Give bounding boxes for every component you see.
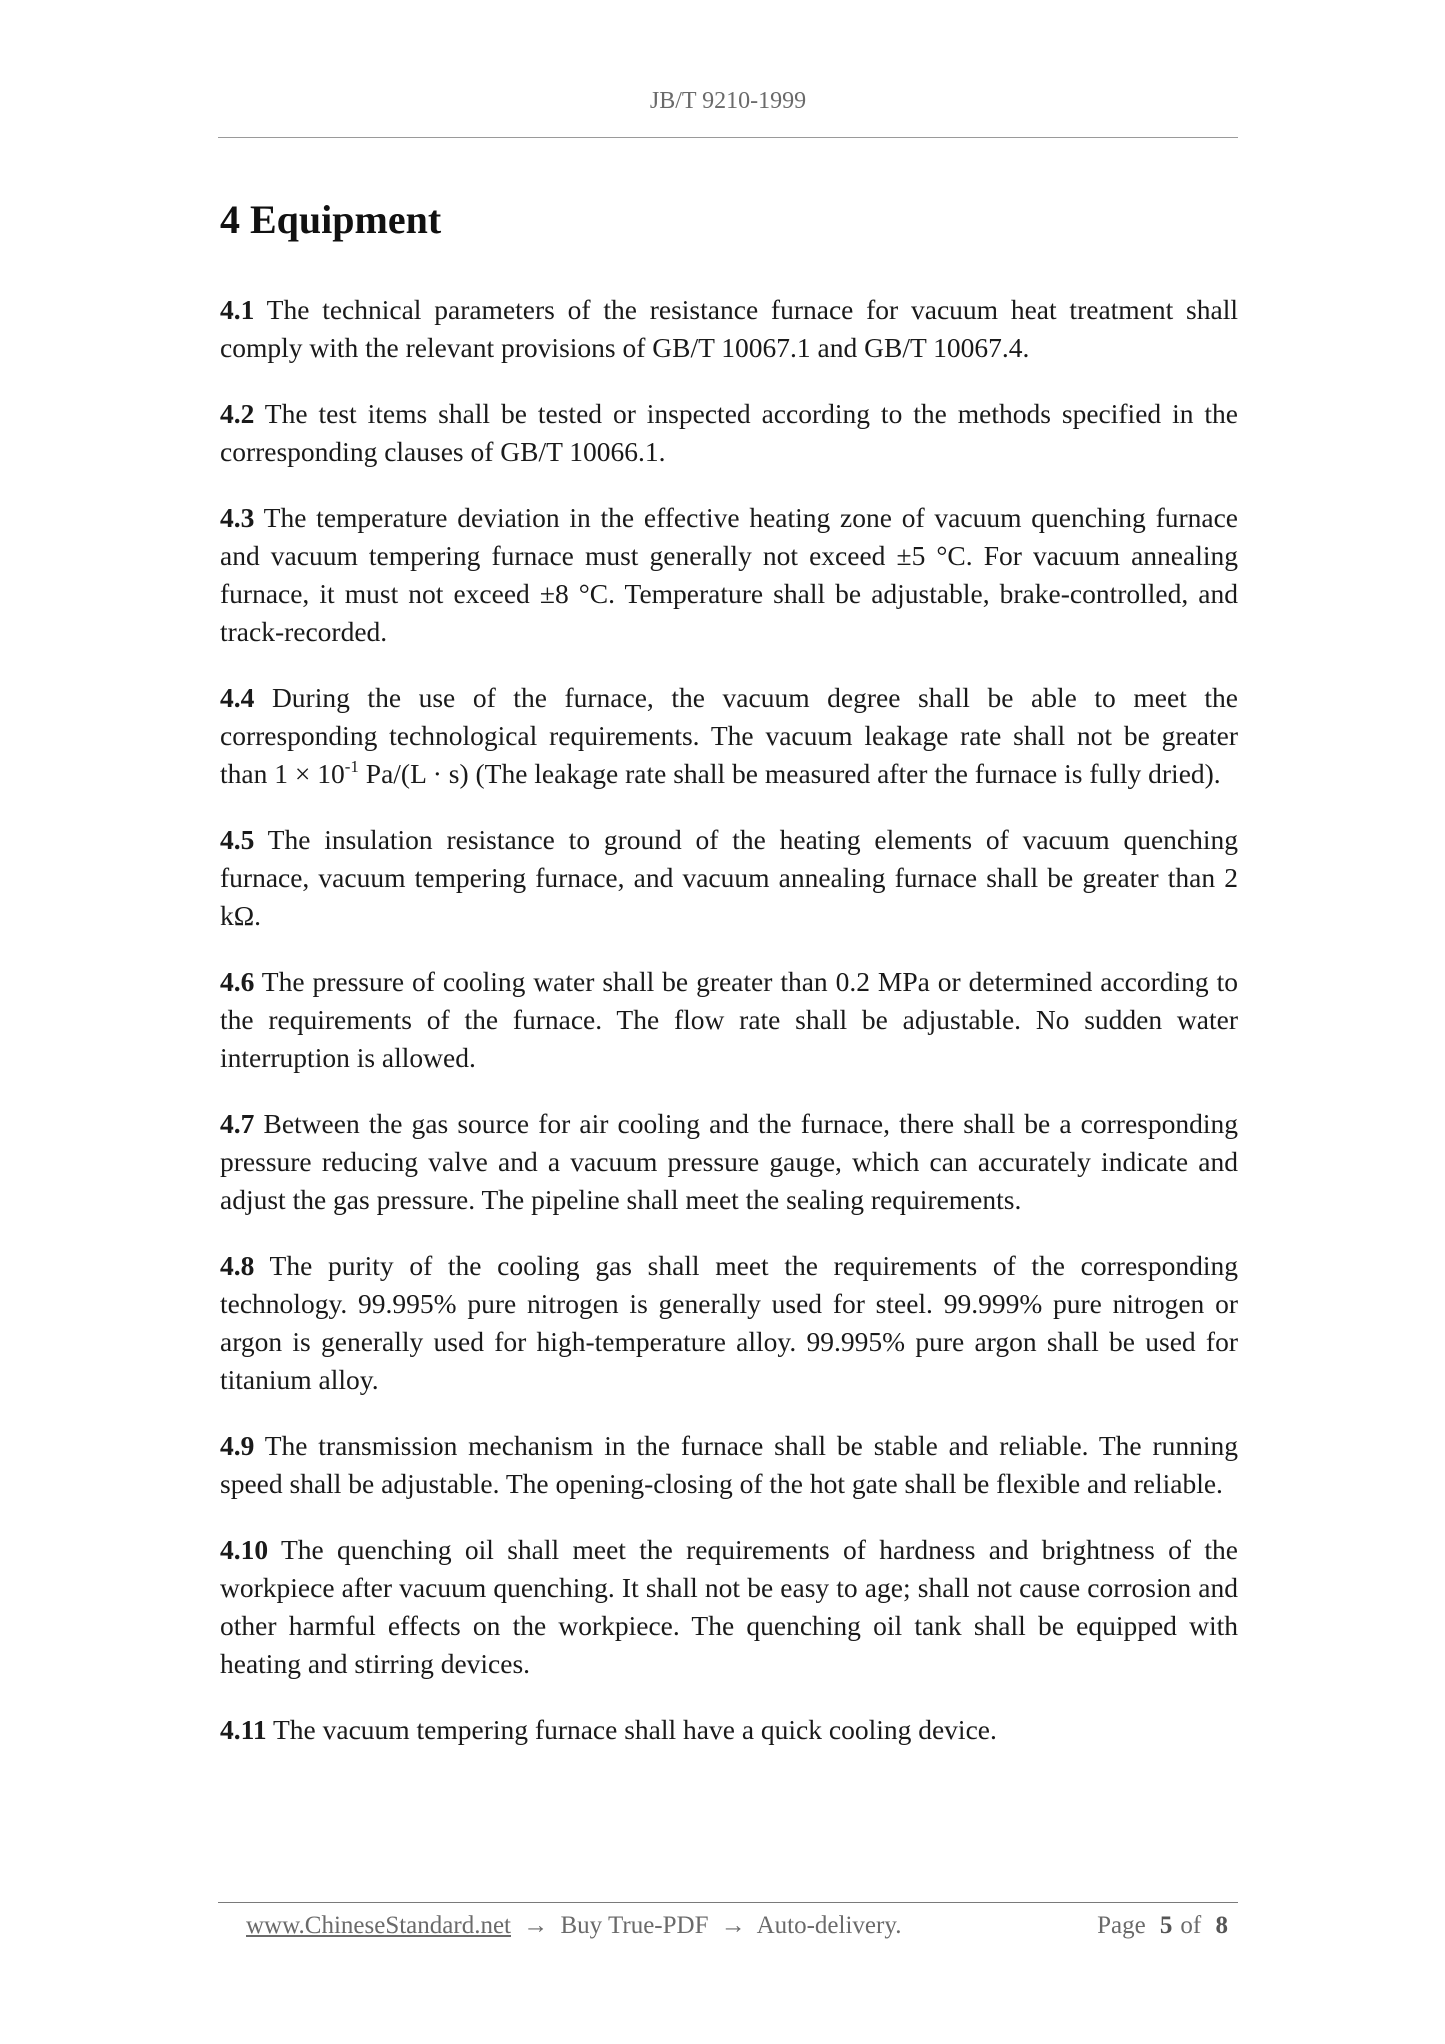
total-page-count: 8 [1215, 1912, 1228, 1939]
clause-text: The quenching oil shall meet the requirements of hardness and brightness of the workpiece after vacuum quenching. It shall not be easy to age; shall not cause corrosion and other harmful effects on the workpiece. The quenching oil tank shall be equipped with heating and stirring devices. [220, 1534, 1238, 1679]
clause-number: 4.7 [220, 1108, 255, 1139]
clause-number: 4.2 [220, 398, 255, 429]
of-label: of [1180, 1912, 1202, 1939]
header-divider [218, 137, 1238, 138]
clause-number: 4.6 [220, 966, 255, 997]
clause-4-10 [220, 1531, 1238, 1683]
arrow-right-icon: → [720, 1912, 746, 1939]
footer-divider [218, 1902, 1238, 1903]
clause-text-after-exponent: Pa/(L · s) (The leakage rate shall be measured after the furnace is fully dried). [358, 758, 1221, 789]
clause-4-2 [220, 395, 1238, 471]
clause-text: The transmission mechanism in the furnace shall be stable and reliable. The running speed shall be adjustable. The opening-closing of the hot gate shall be flexible and reliable. [220, 1430, 1238, 1499]
clause-number: 4.9 [220, 1430, 255, 1461]
page-footer [246, 1912, 1236, 1940]
clause-text: Between the gas source for air cooling and the furnace, there shall be a corresponding pressure reducing valve and a vacuum pressure gauge, which can accurately indicate and adjust the gas pressure. The pipeline shall meet the sealing requirements. [220, 1108, 1238, 1215]
buy-true-pdf-text: Buy True-PDF [560, 1912, 709, 1939]
clause-text: The pressure of cooling water shall be greater than 0.2 MPa or determined according to the requirements of the furnace. The flow rate shall be adjustable. No sudden water interruption is allowed. [220, 966, 1238, 1073]
clause-4-7 [220, 1105, 1238, 1219]
clause-text-before-exponent: During the use of the furnace, the vacuum degree shall be able to meet the corresponding technological requirements. The vacuum leakage rate shall not be greater than 1 × 10 [220, 682, 1238, 789]
clause-4-3 [220, 499, 1238, 651]
auto-delivery-text: Auto-delivery. [756, 1912, 902, 1939]
exponent: -1 [344, 757, 359, 776]
clause-list [220, 291, 1238, 1777]
clause-number: 4.5 [220, 824, 255, 855]
clause-number: 4.3 [220, 502, 255, 533]
clause-number: 4.1 [220, 294, 255, 325]
clause-4-9 [220, 1427, 1238, 1503]
clause-text: The test items shall be tested or inspected according to the methods specified in the corresponding clauses of GB/T 10066.1. [220, 398, 1238, 467]
clause-number: 4.4 [220, 682, 255, 713]
current-page-number: 5 [1159, 1912, 1173, 1939]
clause-text: The vacuum tempering furnace shall have a quick cooling device. [266, 1714, 997, 1745]
clause-4-1 [220, 291, 1238, 367]
section-title: 4 Equipment [220, 197, 442, 242]
clause-text: The purity of the cooling gas shall meet the requirements of the corresponding technology. 99.995% pure nitrogen is generally used for steel. 99.999% pure nitrogen or argon is generally used for high-temperature alloy. 99.995% pure argon shall be used for titanium alloy. [220, 1250, 1238, 1395]
clause-number: 4.11 [220, 1714, 267, 1745]
website-link[interactable]: www.ChineseStandard.net [246, 1912, 511, 1939]
clause-4-6 [220, 963, 1238, 1077]
clause-text: The insulation resistance to ground of the heating elements of vacuum quenching furnace, vacuum tempering furnace, and vacuum annealing furnace shall be greater than 2 kΩ. [220, 824, 1238, 931]
clause-text: The technical parameters of the resistance furnace for vacuum heat treatment shall comply with the relevant provisions of GB/T 10067.1 and GB/T 10067.4. [220, 294, 1238, 363]
clause-4-11 [220, 1711, 1238, 1749]
clause-4-5 [220, 821, 1238, 935]
page-indicator [1097, 1912, 1236, 1940]
clause-number: 4.8 [220, 1250, 255, 1281]
clause-text: The temperature deviation in the effective heating zone of vacuum quenching furnace and vacuum tempering furnace must generally not exceed ±5 °C. For vacuum annealing furnace, it must not exceed ±8 °C. Temperature shall be adjustable, brake-controlled, and track-recorded. [220, 502, 1238, 647]
clause-4-8 [220, 1247, 1238, 1399]
arrow-right-icon: → [523, 1912, 549, 1939]
page-label: Page [1097, 1912, 1146, 1939]
document-id-header: JB/T 9210-1999 [649, 88, 807, 114]
clause-number: 4.10 [220, 1534, 269, 1565]
clause-4-4 [220, 679, 1238, 793]
